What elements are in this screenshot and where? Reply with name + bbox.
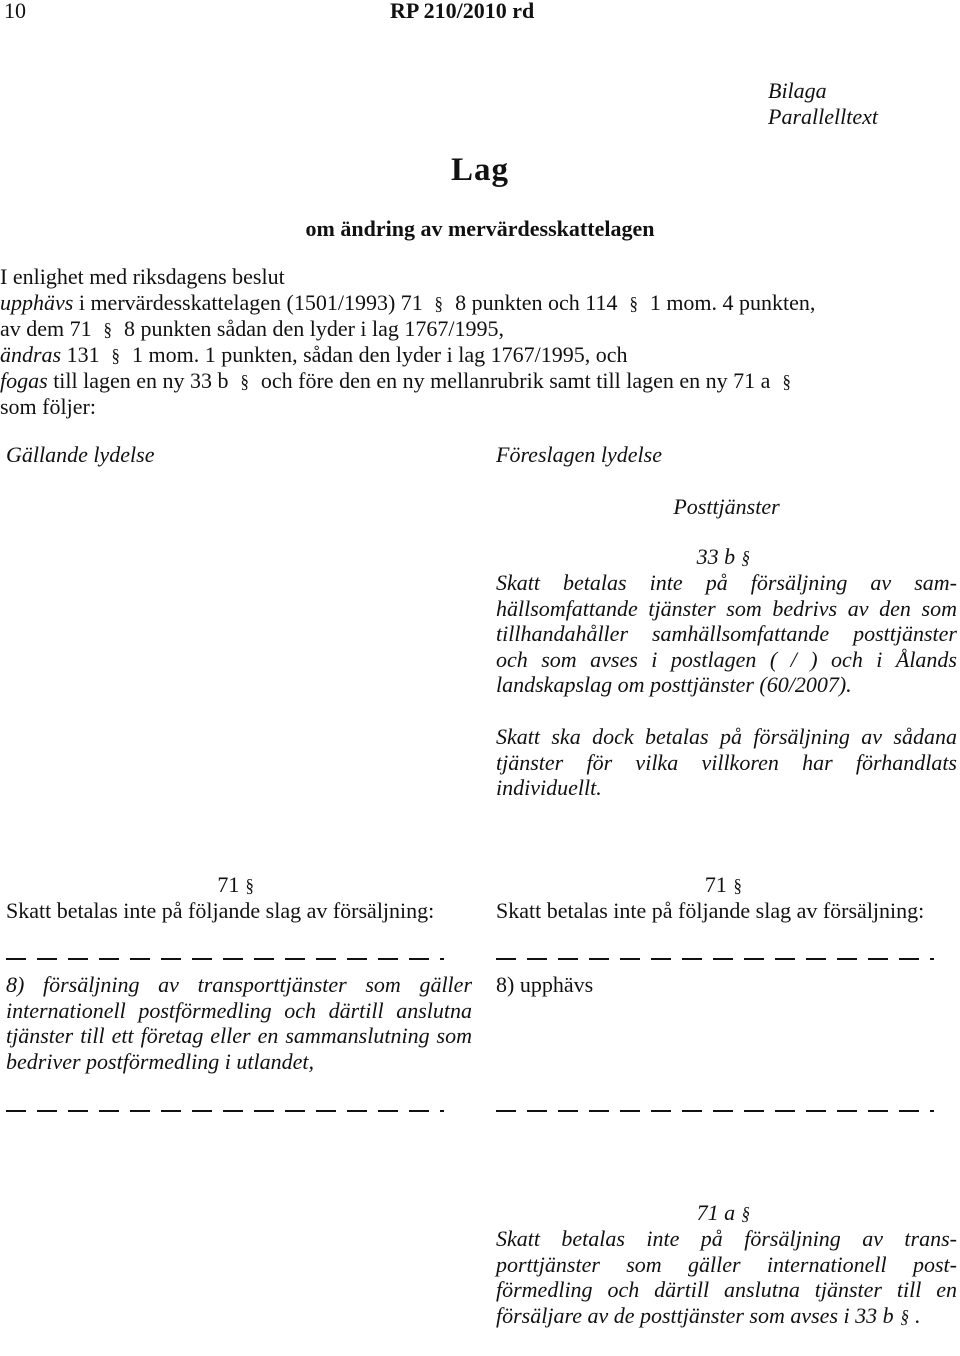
intro-text: 1 mom. 1 punkten, sådan den lyder i lag 1767/1995, och [126, 342, 628, 367]
omission-dashes [496, 958, 934, 960]
current-section-71-number [6, 872, 472, 900]
section-71a-paragraph [496, 1226, 957, 1330]
section-sign: § [434, 294, 444, 315]
section-number: 71 a [696, 1200, 736, 1225]
annex-label-line1: Bilaga [768, 78, 827, 103]
intro-text: i mervärdesskattelagen (1501/1993) 71 [73, 290, 429, 315]
section-71a-number [496, 1200, 957, 1228]
section-sign: § [733, 876, 742, 897]
intro-text: till lagen en ny 33 b [47, 368, 235, 393]
intro-text: 8 punkten och 114 [449, 290, 623, 315]
intro-line-4 [0, 342, 960, 368]
intro-line-1: I enlighet med riksdagens beslut [0, 264, 285, 289]
section-number: 33 b [696, 544, 736, 569]
keyword-andras: ändras [0, 342, 62, 367]
current-section-71-intro: Skatt betalas inte på följande slag av försäljning: [6, 898, 435, 923]
intro-text: 131 [61, 342, 106, 367]
posttjanster-subheading: Posttjänster [673, 494, 780, 519]
annex-label [768, 78, 878, 130]
section-sign: § [741, 1204, 750, 1225]
section-sign: § [245, 876, 255, 897]
omission-dashes [6, 1110, 444, 1112]
section-sign: § [900, 1306, 909, 1328]
intro-line-3 [0, 316, 960, 342]
intro-text: 1 mom. 4 punkten, [644, 290, 816, 315]
document-reference: RP 210/2010 rd [390, 0, 535, 23]
heading-proposed-wording: Föreslagen lydelse [496, 442, 662, 467]
keyword-fogas: fogas [0, 368, 48, 393]
section-sign: § [741, 548, 750, 569]
section-number: 71 [704, 872, 727, 897]
section-sign: § [240, 372, 249, 393]
heading-current-wording: Gällande lydelse [6, 442, 155, 467]
proposed-section-71-item-8: 8) upphävs [496, 972, 594, 997]
current-section-71-item-8: 8) försäljning av transporttjänster som gäller internationell postförmedling och därtill anslutna tjänster till ett företag eller en sammanslutning som bedriver postförmedling i utlandet, [6, 972, 472, 1074]
section-sign: § [111, 346, 121, 367]
section-number: 71 [217, 872, 240, 897]
intro-text: av dem 71 [0, 316, 98, 341]
intro-line-5 [0, 368, 960, 394]
intro-line-2 [0, 290, 960, 316]
keyword-upphavs: upphävs [0, 290, 74, 315]
section-33b-paragraph-2: Skatt ska dock betalas på försäljning av sådana tjänster för vilka villkoren har förhandlats individuellt. [496, 724, 957, 800]
intro-text: och före den en ny mellanrubrik samt till lagen en ny 71 a [255, 368, 776, 393]
page-number: 10 [4, 0, 26, 23]
section-sign: § [782, 372, 791, 393]
intro-line-6: som följer: [0, 394, 96, 419]
proposed-section-71-number [496, 872, 957, 900]
law-subtitle: om ändring av mervärdesskattelagen [305, 216, 655, 241]
section-33b-paragraph-1: Skatt betalas inte på försäljning av samhällsomfattande tjänster som bedrivs av den som tillhandahåller samhällsomfattande posttjänster och som avses i postlagen ( / ) och i Ålands landskapslag om posttjänster (60/2007). [496, 570, 957, 697]
omission-dashes [6, 958, 444, 960]
omission-dashes [496, 1110, 934, 1112]
paragraph-end: . [914, 1302, 921, 1328]
intro-text: 8 punkten sådan den lyder i lag 1767/1995, [118, 316, 505, 341]
proposed-section-71-intro: Skatt betalas inte på följande slag av försäljning: [496, 898, 925, 923]
section-sign: § [629, 294, 638, 315]
paragraph-text: Skatt betalas inte på försäljning av transporttjänster som gäller internationell postförmedling och därtill anslutna tjänster till en försäljare av de posttjänster som avses i 33 b [496, 1226, 957, 1328]
annex-label-line2: Parallelltext [768, 104, 878, 129]
section-33b-number [496, 544, 957, 572]
section-sign: § [103, 320, 113, 341]
law-title: Lag [450, 152, 509, 188]
